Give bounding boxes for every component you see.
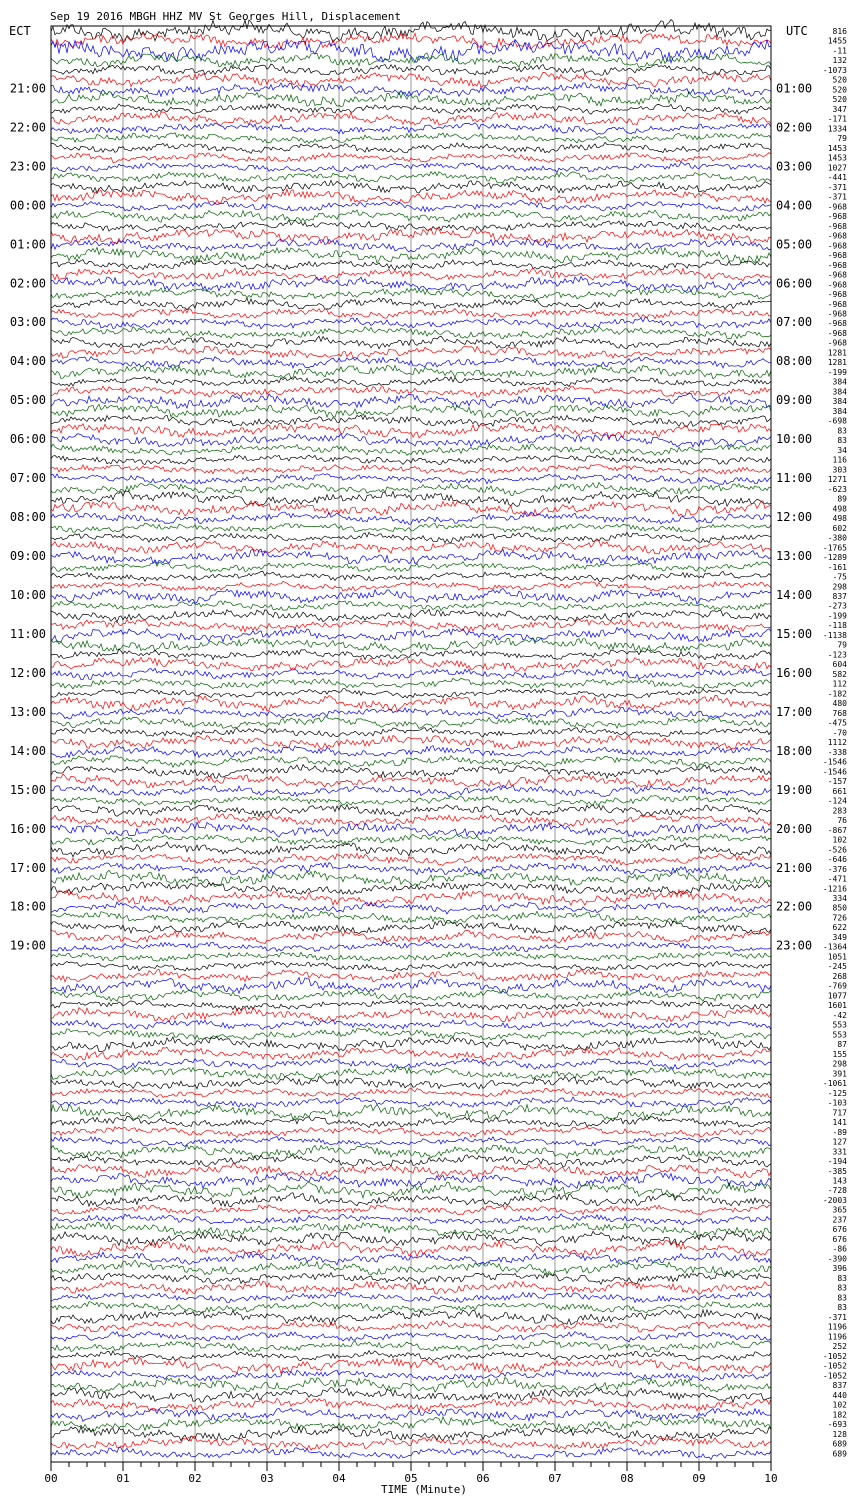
x-axis-ticks <box>44 1462 777 1485</box>
trace-offset-label: -273 <box>827 601 847 611</box>
trace-offset-label: 1077 <box>827 991 847 1001</box>
right-hour-label: 13:00 <box>776 549 813 564</box>
trace-offset-label: -968 <box>827 221 847 231</box>
trace-offset-label: 816 <box>832 27 847 36</box>
trace-offset-label: 1051 <box>827 952 847 962</box>
trace-offset-label: -526 <box>827 845 847 855</box>
trace-offset-label: 143 <box>832 1176 847 1186</box>
x-tick-label: 08 <box>620 1472 634 1485</box>
left-hour-label: 04:00 <box>9 354 46 369</box>
trace-offset-label: 76 <box>837 816 847 826</box>
trace-offset-label: 661 <box>832 786 847 796</box>
trace-offset-label: -125 <box>827 1088 847 1098</box>
trace-offset-label: 850 <box>832 903 847 913</box>
x-axis-label: TIME (Minute) <box>380 1483 468 1496</box>
trace-offset-label: -1546 <box>822 767 847 777</box>
trace-offset-label: 391 <box>832 1069 847 1079</box>
trace-offset-label: 520 <box>832 95 847 105</box>
trace-offset-label: 582 <box>832 669 847 679</box>
trace-offset-label: 1196 <box>827 1322 847 1332</box>
trace-offset-label: 128 <box>832 1429 847 1439</box>
trace-offset-label: -1138 <box>822 630 847 640</box>
trace-offset-label: 83 <box>837 1283 847 1293</box>
trace-offset-label: -1073 <box>822 65 847 75</box>
trace-offset-label: -42 <box>832 1010 847 1020</box>
left-hour-label: 21:00 <box>9 81 46 96</box>
trace-offset-label: 604 <box>832 660 847 670</box>
trace-offset-label: 89 <box>837 494 847 504</box>
right-hour-label: 15:00 <box>776 626 813 641</box>
trace-offset-label: -1289 <box>822 553 847 563</box>
trace-offset-label: 384 <box>832 406 847 416</box>
trace-offset-label: -968 <box>827 212 847 222</box>
trace-offset-label: 384 <box>832 377 847 387</box>
left-hour-label: 10:00 <box>9 588 46 603</box>
trace-offset-label: -11 <box>832 46 847 56</box>
left-hour-label: 19:00 <box>9 938 46 953</box>
trace-offset-label: 83 <box>837 426 847 436</box>
trace-offset-label: 1453 <box>827 143 847 153</box>
x-tick-label: 10 <box>764 1472 778 1485</box>
trace-offset-label: -1052 <box>822 1371 847 1381</box>
left-hour-label: 08:00 <box>9 510 46 525</box>
left-hour-labels <box>10 81 46 952</box>
trace-offset-label: -968 <box>827 241 847 251</box>
right-hour-label: 21:00 <box>776 860 813 875</box>
trace-offset-label: -371 <box>827 192 847 202</box>
trace-offset-label: -968 <box>827 231 847 241</box>
trace-offset-label: -1052 <box>822 1361 847 1371</box>
trace-offset-label: 384 <box>832 387 847 397</box>
trace-offset-label: 553 <box>832 1020 847 1030</box>
trace-offset-label: 237 <box>832 1215 847 1225</box>
trace-offset-label: -1216 <box>822 884 847 894</box>
trace-offset-label: -75 <box>832 572 847 582</box>
trace-offset-label: 520 <box>832 85 847 95</box>
trace-offset-label: -2003 <box>822 1195 847 1205</box>
trace-offset-label: 87 <box>837 1040 847 1050</box>
left-hour-label: 02:00 <box>9 276 46 291</box>
trace-offset-label: -968 <box>827 260 847 270</box>
trace-offset-label: -390 <box>827 1254 847 1264</box>
left-hour-label: 14:00 <box>9 743 46 758</box>
right-hour-label: 19:00 <box>776 782 813 797</box>
trace-offset-label: 717 <box>832 1108 847 1118</box>
trace-offset-label: -968 <box>827 270 847 280</box>
trace-offset-label: -70 <box>832 728 847 738</box>
x-tick-label: 02 <box>188 1472 202 1485</box>
trace-offset-label: -199 <box>827 367 847 377</box>
trace-offset-label: -371 <box>827 1312 847 1322</box>
trace-offset-label: 440 <box>832 1390 847 1400</box>
trace-offset-label: 303 <box>832 465 847 475</box>
right-hour-label: 20:00 <box>776 821 813 836</box>
trace-offset-label: 1281 <box>827 358 847 368</box>
x-tick-label: 03 <box>260 1472 274 1485</box>
right-hour-label: 02:00 <box>776 120 813 135</box>
trace-offset-label: -157 <box>827 777 847 787</box>
left-hour-label: 23:00 <box>9 159 46 174</box>
trace-offset-label: 79 <box>837 134 847 144</box>
trace-offset-label: 116 <box>832 455 847 465</box>
left-hour-label: 01:00 <box>9 237 46 252</box>
trace-offset-label: -1546 <box>822 757 847 767</box>
trace-offset-label: -123 <box>827 650 847 660</box>
trace-offset-label: 268 <box>832 971 847 981</box>
right-hour-label: 17:00 <box>776 704 813 719</box>
trace-offset-label: -867 <box>827 825 847 835</box>
trace-offset-label: 726 <box>832 913 847 923</box>
trace-offset-label: -371 <box>827 182 847 192</box>
trace-offset-label: 498 <box>832 514 847 524</box>
trace-offset-label: -968 <box>827 290 847 300</box>
trace-offset-label: 182 <box>832 1410 847 1420</box>
trace-offset-label: 331 <box>832 1147 847 1157</box>
trace-offset-label: -968 <box>827 309 847 319</box>
trace-offset-label: 622 <box>832 923 847 933</box>
left-hour-label: 05:00 <box>9 393 46 408</box>
trace-offset-label: -385 <box>827 1166 847 1176</box>
trace-offset-label: -623 <box>827 484 847 494</box>
right-axis-label: UTC <box>786 24 808 38</box>
trace-offset-label: 1334 <box>827 124 847 134</box>
trace-offset-labels <box>823 27 847 1458</box>
right-hour-label: 12:00 <box>776 510 813 525</box>
trace-offset-label: 347 <box>832 104 847 114</box>
left-hour-label: 22:00 <box>9 120 46 135</box>
right-hour-labels <box>776 81 812 952</box>
right-hour-label: 14:00 <box>776 588 813 603</box>
right-hour-label: 22:00 <box>776 899 813 914</box>
left-hour-label: 12:00 <box>9 665 46 680</box>
trace-offset-label: -968 <box>827 299 847 309</box>
trace-offset-label: 83 <box>837 1273 847 1283</box>
right-hour-label: 08:00 <box>776 354 813 369</box>
trace-offset-label: 83 <box>837 1293 847 1303</box>
trace-offset-label: 334 <box>832 893 847 903</box>
trace-offset-label: -182 <box>827 689 847 699</box>
trace-offset-label: 102 <box>832 1400 847 1410</box>
trace-offset-label: 83 <box>837 436 847 446</box>
right-hour-label: 01:00 <box>776 81 813 96</box>
trace-offset-label: 480 <box>832 699 847 709</box>
trace-offset-label: 34 <box>837 445 847 455</box>
right-hour-label: 10:00 <box>776 432 813 447</box>
trace-offset-label: 1196 <box>827 1332 847 1342</box>
right-hour-label: 18:00 <box>776 743 813 758</box>
trace-offset-label: 689 <box>832 1449 847 1459</box>
trace-offset-label: -103 <box>827 1098 847 1108</box>
left-hour-label: 13:00 <box>9 704 46 719</box>
trace-offset-label: -118 <box>827 621 847 631</box>
trace-offset-label: 349 <box>832 932 847 942</box>
left-hour-label: 03:00 <box>9 315 46 330</box>
trace-offset-label: 676 <box>832 1225 847 1235</box>
trace-offset-label: 112 <box>832 679 847 689</box>
trace-offset-label: -769 <box>827 981 847 991</box>
trace-offset-label: -1052 <box>822 1351 847 1361</box>
x-tick-label: 07 <box>548 1472 562 1485</box>
right-hour-label: 04:00 <box>776 198 813 213</box>
trace-offset-label: -728 <box>827 1186 847 1196</box>
right-hour-label: 09:00 <box>776 393 813 408</box>
trace-offset-label: -968 <box>827 280 847 290</box>
x-tick-label: 06 <box>476 1472 490 1485</box>
trace-offset-label: 102 <box>832 835 847 845</box>
left-hour-label: 06:00 <box>9 432 46 447</box>
trace-offset-label: 283 <box>832 806 847 816</box>
trace-offset-label: 676 <box>832 1234 847 1244</box>
left-hour-label: 17:00 <box>9 860 46 875</box>
right-hour-label: 23:00 <box>776 938 813 953</box>
trace-offset-label: 298 <box>832 1059 847 1069</box>
trace-offset-label: 768 <box>832 708 847 718</box>
trace-offset-label: -968 <box>827 328 847 338</box>
trace-offset-label: 396 <box>832 1264 847 1274</box>
trace-offset-label: -376 <box>827 864 847 874</box>
trace-offset-label: 1601 <box>827 1001 847 1011</box>
trace-offset-label: -338 <box>827 747 847 757</box>
trace-offset-label: -698 <box>827 416 847 426</box>
trace-offset-label: -86 <box>832 1244 847 1254</box>
trace-offset-label: 498 <box>832 504 847 514</box>
trace-offset-label: -968 <box>827 319 847 329</box>
trace-offset-label: 1112 <box>827 738 847 748</box>
right-hour-label: 16:00 <box>776 665 813 680</box>
trace-offset-label: -471 <box>827 874 847 884</box>
trace-offset-label: -475 <box>827 718 847 728</box>
trace-offset-label: 553 <box>832 1030 847 1040</box>
left-hour-label: 18:00 <box>9 899 46 914</box>
chart-title: Sep 19 2016 MBGH HHZ MV St Georges Hill, Displacement <box>50 10 401 23</box>
left-hour-label: 09:00 <box>9 549 46 564</box>
trace-offset-label: -199 <box>827 611 847 621</box>
trace-offset-label: -89 <box>832 1127 847 1137</box>
trace-offset-label: -693 <box>827 1420 847 1430</box>
right-hour-label: 05:00 <box>776 237 813 252</box>
right-hour-label: 06:00 <box>776 276 813 291</box>
trace-offset-label: 689 <box>832 1439 847 1449</box>
left-hour-label: 11:00 <box>9 626 46 641</box>
trace-offset-label: 155 <box>832 1049 847 1059</box>
trace-offset-label: -245 <box>827 962 847 972</box>
trace-offset-label: -646 <box>827 855 847 865</box>
trace-offset-label: 132 <box>832 56 847 66</box>
trace-offset-label: 141 <box>832 1118 847 1128</box>
trace-offset-label: -1364 <box>822 942 847 952</box>
trace-offset-label: 520 <box>832 75 847 85</box>
trace-offset-label: 298 <box>832 582 847 592</box>
trace-offset-label: 83 <box>837 1303 847 1313</box>
trace-offset-label: 602 <box>832 523 847 533</box>
left-hour-label: 00:00 <box>9 198 46 213</box>
trace-offset-label: 1453 <box>827 153 847 163</box>
right-hour-label: 03:00 <box>776 159 813 174</box>
right-hour-label: 11:00 <box>776 471 813 486</box>
x-tick-label: 04 <box>332 1472 346 1485</box>
trace-offset-label: 1281 <box>827 348 847 358</box>
trace-offset-label: 837 <box>832 592 847 602</box>
left-hour-label: 07:00 <box>9 471 46 486</box>
x-tick-label: 00 <box>44 1472 58 1485</box>
right-hour-label: 07:00 <box>776 315 813 330</box>
trace-offset-label: 1455 <box>827 36 847 46</box>
trace-offset-label: -380 <box>827 533 847 543</box>
trace-offset-label: 384 <box>832 397 847 407</box>
trace-offset-label: 1027 <box>827 163 847 173</box>
x-tick-label: 05 <box>404 1472 418 1485</box>
trace-offset-label: -124 <box>827 796 847 806</box>
trace-offset-label: 837 <box>832 1381 847 1391</box>
left-axis-label: ECT <box>9 24 31 38</box>
trace-offset-label: -968 <box>827 202 847 212</box>
trace-offset-label: 127 <box>832 1137 847 1147</box>
x-tick-label: 09 <box>692 1472 706 1485</box>
trace-offset-label: -441 <box>827 173 847 183</box>
left-hour-label: 16:00 <box>9 821 46 836</box>
trace-offset-label: -1061 <box>822 1079 847 1089</box>
trace-offset-label: -968 <box>827 338 847 348</box>
trace-offset-label: -171 <box>827 114 847 124</box>
x-tick-label: 01 <box>116 1472 130 1485</box>
trace-offset-label: -1765 <box>822 543 847 553</box>
trace-offset-label: 365 <box>832 1205 847 1215</box>
trace-offset-label: -968 <box>827 251 847 261</box>
trace-offset-label: 252 <box>832 1342 847 1352</box>
trace-offset-label: -194 <box>827 1157 847 1167</box>
trace-offset-label: 79 <box>837 640 847 650</box>
left-hour-label: 15:00 <box>9 782 46 797</box>
trace-offset-label: 1271 <box>827 475 847 485</box>
trace-offset-label: -161 <box>827 562 847 572</box>
